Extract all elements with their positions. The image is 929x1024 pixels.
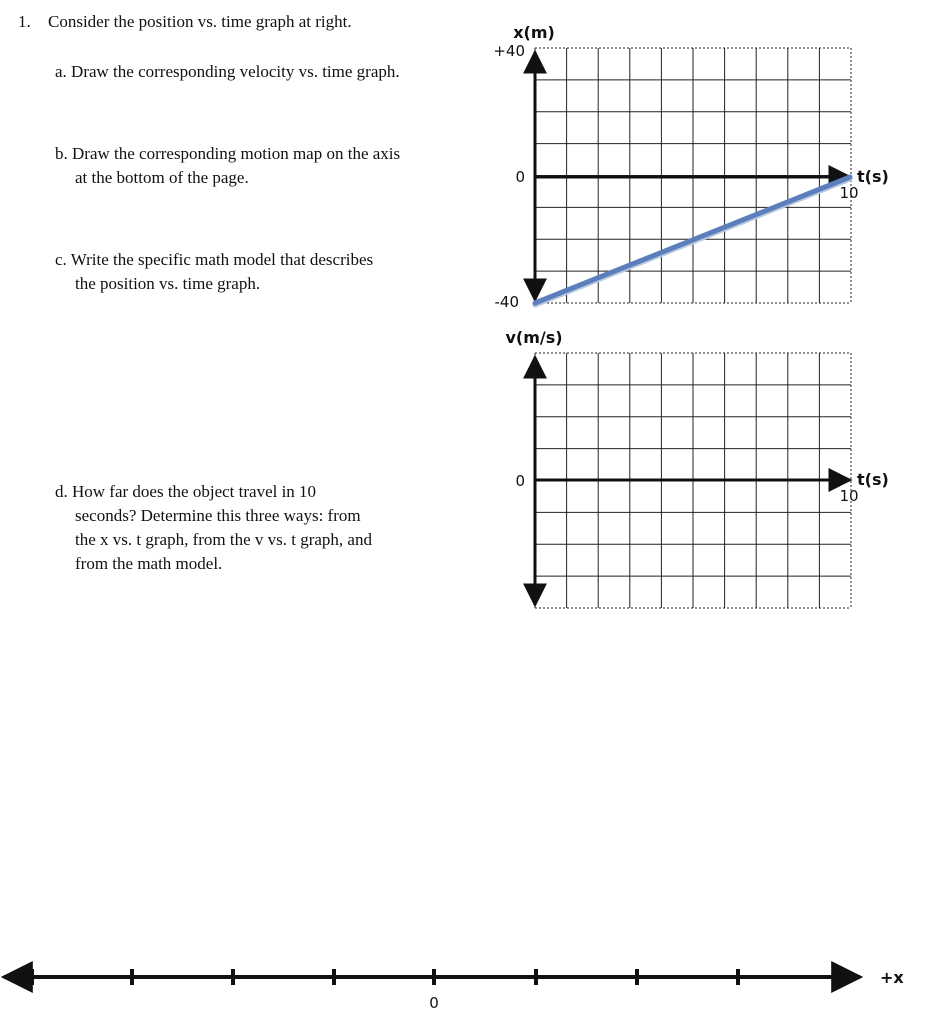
part-a-line-1: a. Draw the corresponding velocity vs. time graph. <box>55 62 400 81</box>
velocity-ytick-zero: 0 <box>515 472 525 490</box>
motion-map-positive-label: +x <box>880 968 904 987</box>
part-d-line-4: from the math model. <box>75 554 223 573</box>
position-y-label: x(m) <box>513 23 555 42</box>
question-prompt: Consider the position vs. time graph at right. <box>48 12 352 31</box>
position-ytick-zero: 0 <box>515 168 525 186</box>
position-ytick-bottom: -40 <box>494 293 519 311</box>
part-d-line-2: seconds? Determine this three ways: from <box>75 506 361 525</box>
part-d-line-3: the x vs. t graph, from the v vs. t graph, and <box>75 530 372 549</box>
motion-map-zero-label: 0 <box>429 994 439 1012</box>
part-c-line-2: the position vs. time graph. <box>75 274 261 293</box>
motion-map-axis <box>4 968 904 1012</box>
part-c-line-1: c. Write the specific math model that describes <box>55 250 374 269</box>
part-d-line-1: d. How far does the object travel in 10 <box>55 482 317 501</box>
part-b-line-1: b. Draw the corresponding motion map on the axis <box>55 144 401 163</box>
part-b-line-2: at the bottom of the page. <box>75 168 249 187</box>
position-xtick-end: 10 <box>839 184 859 202</box>
position-t-label: t(s) <box>857 167 889 186</box>
velocity-time-graph <box>505 328 888 608</box>
question-number: 1. <box>18 12 31 31</box>
velocity-xtick-end: 10 <box>839 487 859 505</box>
velocity-t-label: t(s) <box>857 470 889 489</box>
position-time-graph <box>493 23 888 311</box>
velocity-y-label: v(m/s) <box>505 328 563 347</box>
position-ytick-top: +40 <box>493 42 525 60</box>
